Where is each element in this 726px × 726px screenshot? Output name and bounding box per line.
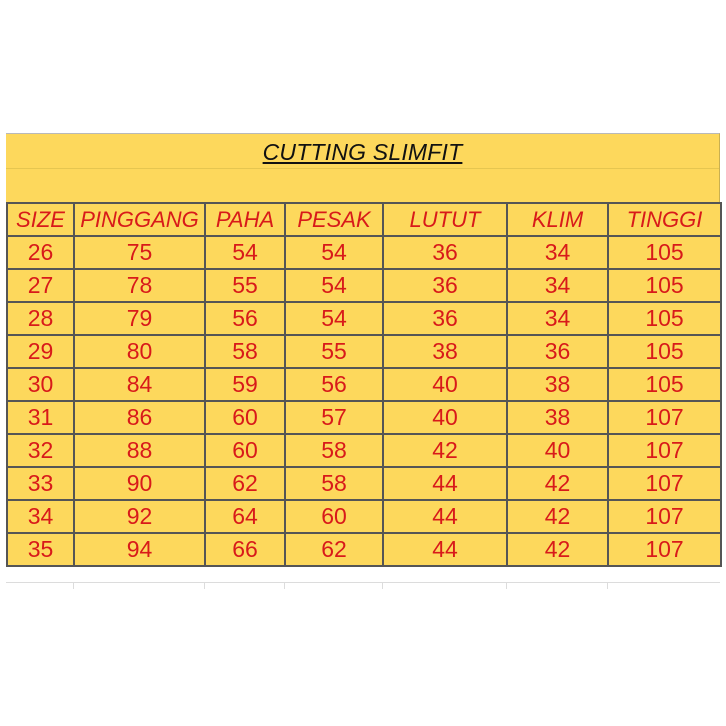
table-cell-size: 29	[7, 335, 74, 368]
gridline-tick	[284, 583, 285, 589]
table-cell-pinggang: 84	[74, 368, 205, 401]
table-cell-lutut: 42	[383, 434, 507, 467]
table-cell-pesak: 54	[285, 236, 383, 269]
gridline-tick	[382, 583, 383, 589]
table-cell-size: 26	[7, 236, 74, 269]
table-cell-tinggi: 105	[608, 236, 721, 269]
table-cell-tinggi: 107	[608, 401, 721, 434]
table-row	[7, 368, 721, 401]
table-cell-paha: 54	[205, 236, 285, 269]
column-header-paha: PAHA	[205, 203, 285, 236]
column-header-pinggang: PINGGANG	[74, 203, 205, 236]
table-cell-klim: 42	[507, 467, 608, 500]
table-cell-pesak: 54	[285, 269, 383, 302]
table-row	[7, 269, 721, 302]
table-cell-pesak: 58	[285, 434, 383, 467]
table-cell-pinggang: 88	[74, 434, 205, 467]
table-cell-lutut: 40	[383, 368, 507, 401]
table-cell-paha: 56	[205, 302, 285, 335]
table-cell-lutut: 40	[383, 401, 507, 434]
table-cell-klim: 38	[507, 401, 608, 434]
column-header-pesak: PESAK	[285, 203, 383, 236]
table-cell-klim: 38	[507, 368, 608, 401]
header-row	[7, 203, 721, 236]
table-cell-size: 28	[7, 302, 74, 335]
table-cell-klim: 42	[507, 500, 608, 533]
gridline-tick	[204, 583, 205, 589]
table-row	[7, 335, 721, 368]
table-cell-lutut: 38	[383, 335, 507, 368]
gridline-tick	[73, 583, 74, 589]
table-row	[7, 401, 721, 434]
table-cell-pesak: 55	[285, 335, 383, 368]
table-cell-pesak: 57	[285, 401, 383, 434]
table-cell-pesak: 56	[285, 368, 383, 401]
table-cell-klim: 40	[507, 434, 608, 467]
sheet-bottom-gridline	[6, 582, 720, 589]
table-cell-paha: 55	[205, 269, 285, 302]
table-cell-lutut: 36	[383, 302, 507, 335]
table-cell-lutut: 44	[383, 467, 507, 500]
table-cell-size: 31	[7, 401, 74, 434]
table-cell-tinggi: 107	[608, 467, 721, 500]
table-cell-pinggang: 86	[74, 401, 205, 434]
table-cell-pinggang: 94	[74, 533, 205, 566]
table-cell-klim: 42	[507, 533, 608, 566]
table-cell-lutut: 36	[383, 269, 507, 302]
table-row	[7, 302, 721, 335]
table-cell-klim: 34	[507, 302, 608, 335]
column-header-tinggi: TINGGI	[608, 203, 721, 236]
table-row	[7, 467, 721, 500]
table-cell-tinggi: 107	[608, 533, 721, 566]
table-cell-paha: 60	[205, 401, 285, 434]
table-cell-size: 32	[7, 434, 74, 467]
table-cell-pinggang: 90	[74, 467, 205, 500]
table-row	[7, 434, 721, 467]
table-cell-pesak: 58	[285, 467, 383, 500]
table-body	[7, 236, 721, 566]
column-header-lutut: LUTUT	[383, 203, 507, 236]
table-cell-klim: 34	[507, 269, 608, 302]
gridline-tick	[506, 583, 507, 589]
table-cell-size: 27	[7, 269, 74, 302]
table-row	[7, 236, 721, 269]
table-cell-size: 34	[7, 500, 74, 533]
table-row	[7, 533, 721, 566]
table-cell-size: 35	[7, 533, 74, 566]
table-cell-size: 33	[7, 467, 74, 500]
table-cell-pinggang: 79	[74, 302, 205, 335]
table-cell-pesak: 62	[285, 533, 383, 566]
table-cell-pinggang: 75	[74, 236, 205, 269]
table-cell-klim: 34	[507, 236, 608, 269]
table-cell-pinggang: 80	[74, 335, 205, 368]
size-table	[6, 202, 722, 567]
table-cell-paha: 62	[205, 467, 285, 500]
table-cell-tinggi: 105	[608, 335, 721, 368]
table-cell-tinggi: 107	[608, 500, 721, 533]
table-cell-lutut: 36	[383, 236, 507, 269]
title-row	[6, 133, 720, 202]
table-cell-paha: 64	[205, 500, 285, 533]
table-cell-lutut: 44	[383, 500, 507, 533]
table-cell-tinggi: 107	[608, 434, 721, 467]
table-cell-paha: 58	[205, 335, 285, 368]
table-cell-paha: 66	[205, 533, 285, 566]
table-cell-lutut: 44	[383, 533, 507, 566]
column-header-klim: KLIM	[507, 203, 608, 236]
table-cell-size: 30	[7, 368, 74, 401]
size-chart	[6, 133, 720, 567]
table-cell-tinggi: 105	[608, 269, 721, 302]
table-cell-pesak: 54	[285, 302, 383, 335]
gridline-tick	[607, 583, 608, 589]
table-cell-klim: 36	[507, 335, 608, 368]
table-cell-pinggang: 78	[74, 269, 205, 302]
column-header-size: SIZE	[7, 203, 74, 236]
table-cell-paha: 60	[205, 434, 285, 467]
table-cell-pinggang: 92	[74, 500, 205, 533]
table-cell-tinggi: 105	[608, 368, 721, 401]
table-cell-pesak: 60	[285, 500, 383, 533]
table-row	[7, 500, 721, 533]
chart-title: CUTTING SLIMFIT	[262, 139, 463, 165]
table-cell-tinggi: 105	[608, 302, 721, 335]
table-cell-paha: 59	[205, 368, 285, 401]
